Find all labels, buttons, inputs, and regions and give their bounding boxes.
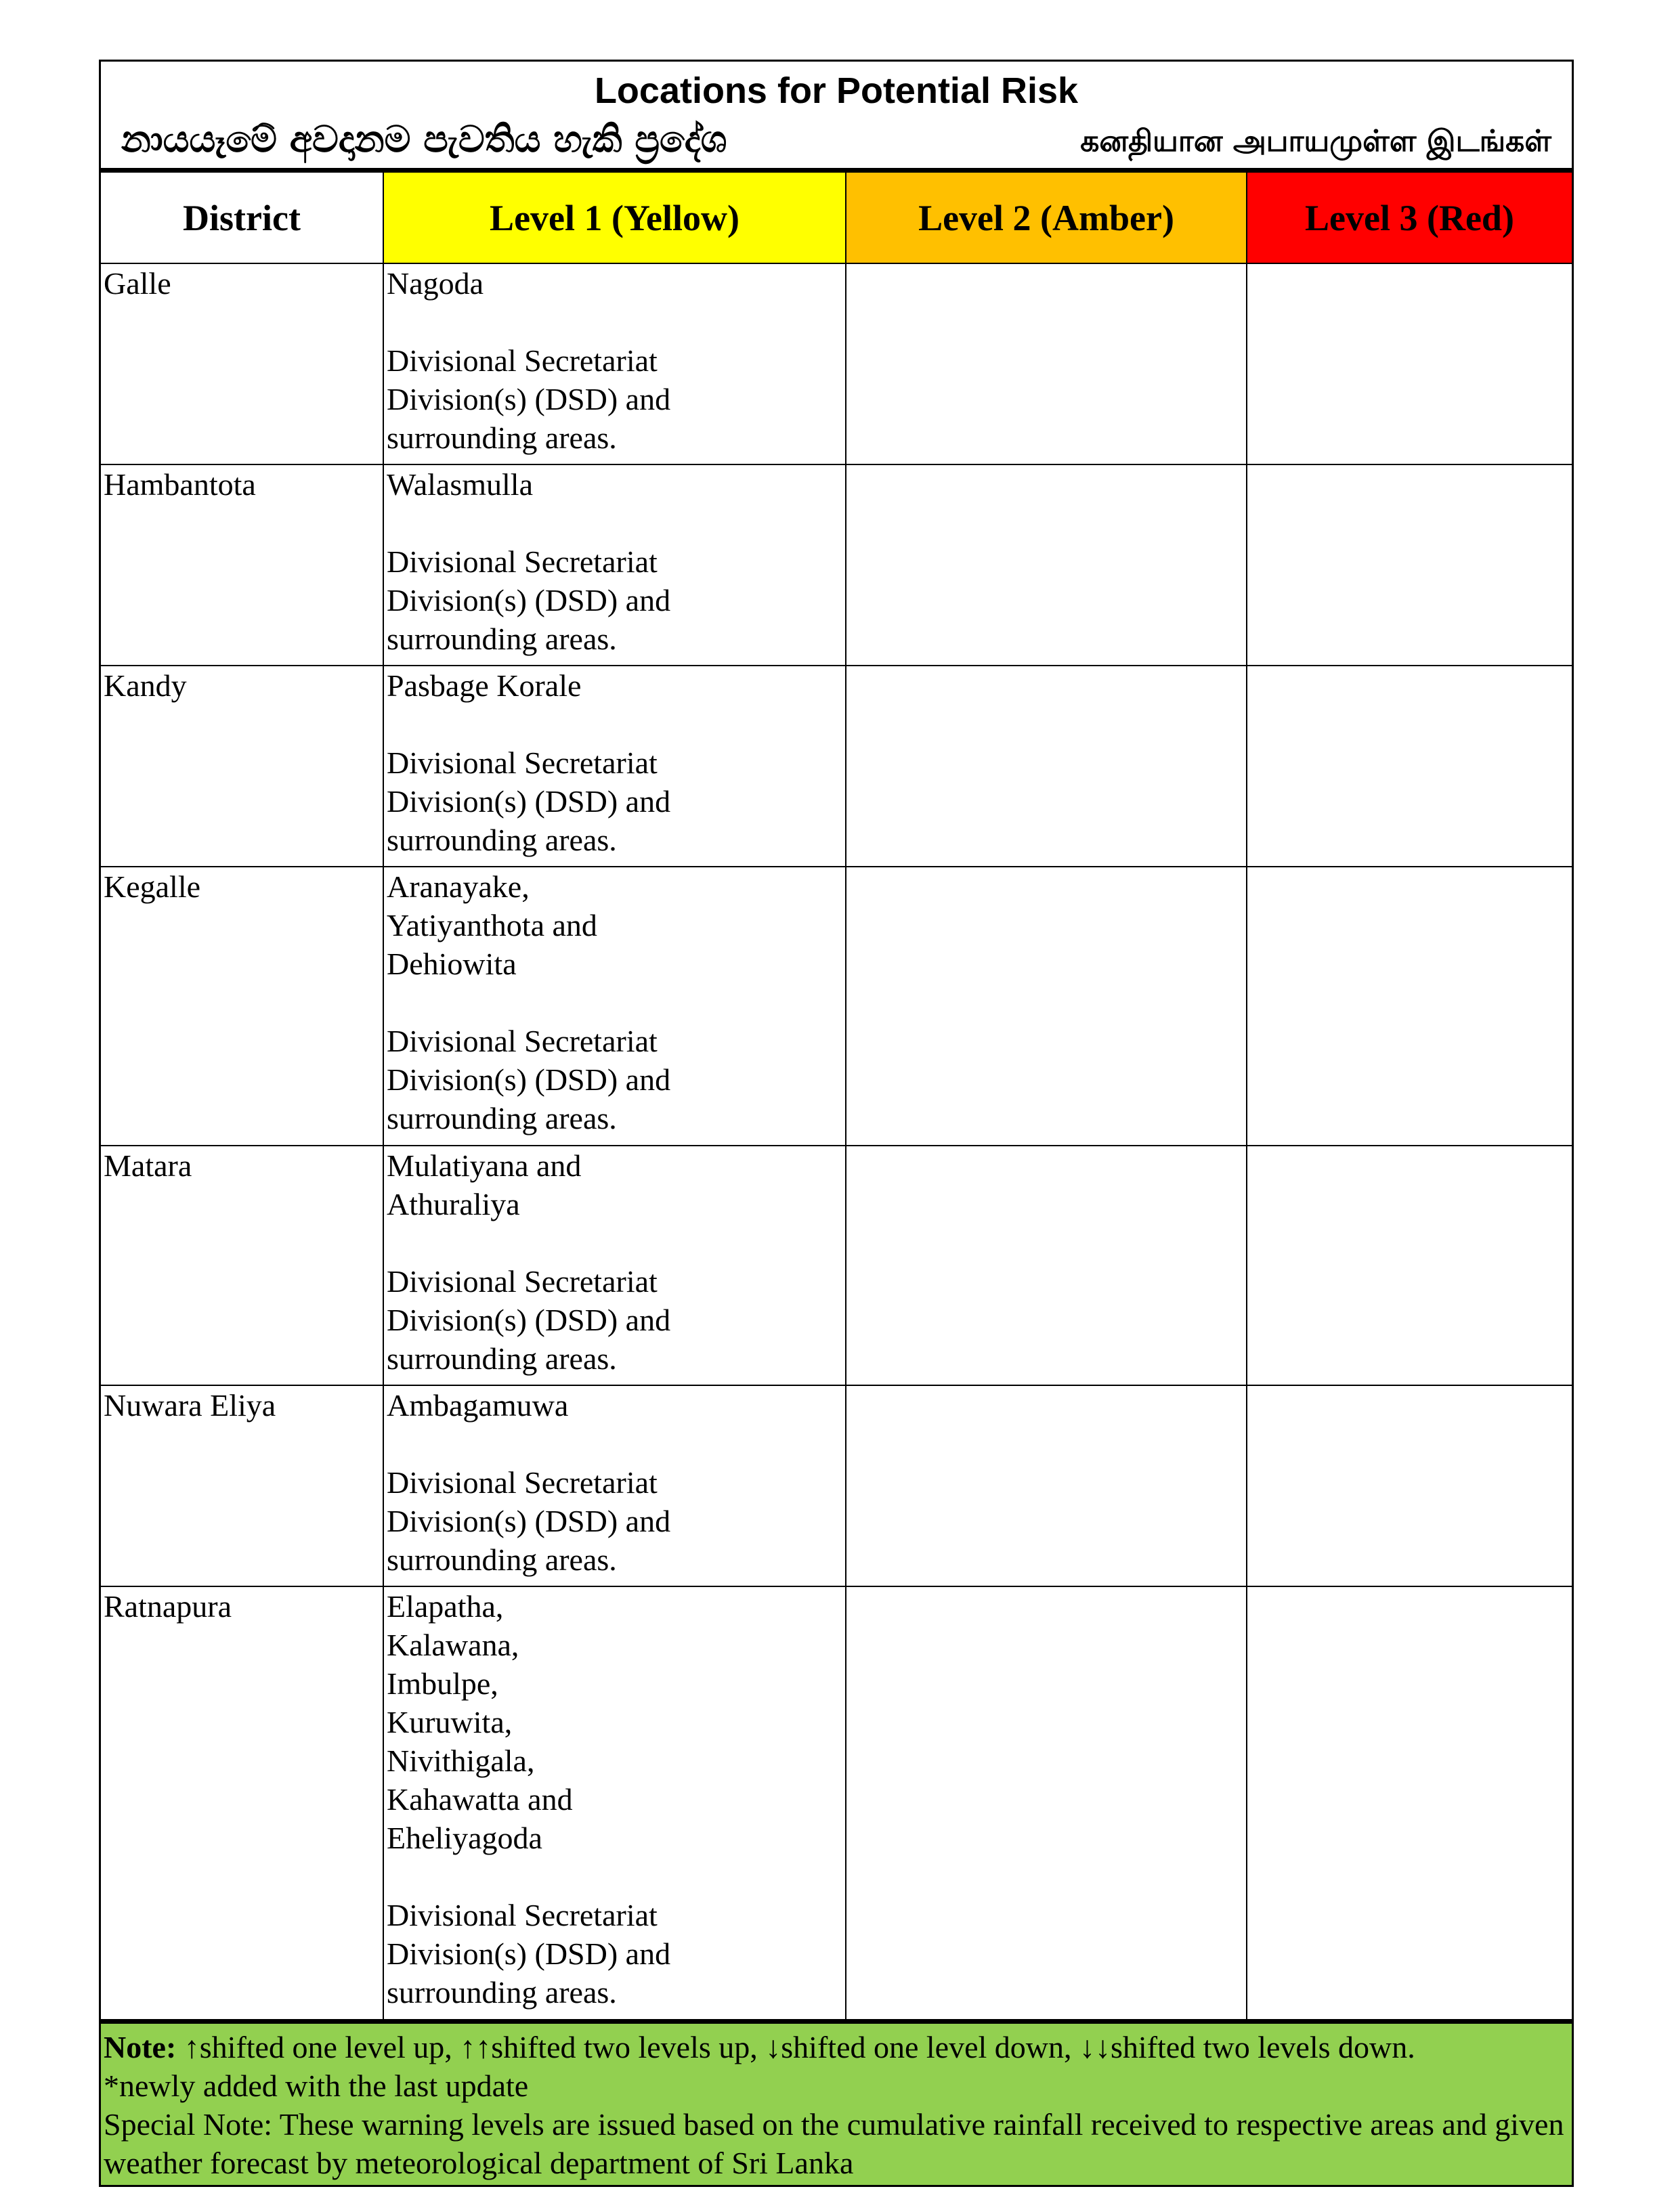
district-cell: Matara [101, 1146, 383, 1385]
title-sinhala: නායයෑමේ අවදානම පැවතිය හැකි ප්‍රදේශ [121, 118, 727, 160]
district-cell: Kegalle [101, 867, 383, 1146]
level-2-cell [846, 1586, 1247, 2020]
level-2-cell [846, 1146, 1247, 1385]
level-2-cell [846, 464, 1247, 666]
level-2-cell [846, 263, 1247, 464]
level-3-cell [1247, 1586, 1572, 2020]
special-note: Special Note: These warning levels are issued based on the cumulative rainfall received to respective areas and given weather forecast by meteorological department of Sri Lanka [104, 2107, 1564, 2180]
table-row [101, 867, 1572, 1146]
district-cell: Hambantota [101, 464, 383, 666]
title-block [101, 62, 1572, 171]
level-3-cell [1247, 1385, 1572, 1586]
table-row [101, 1385, 1572, 1586]
table-row [101, 1586, 1572, 2020]
header-level-1: Level 1 (Yellow) [383, 172, 846, 263]
note-box [101, 2020, 1572, 2185]
level-3-cell [1247, 464, 1572, 666]
table-row [101, 666, 1572, 867]
note-arrows-legend: ↑shifted one level up, ↑↑shifted two levels up, ↓shifted one level down, ↓↓shifted two levels down. [176, 2030, 1415, 2064]
level-1-cell: Pasbage Korale Divisional Secretariat Division(s) (DSD) and surrounding areas. [383, 666, 846, 867]
risk-locations-sheet [99, 60, 1574, 2187]
note-label: Note: [104, 2030, 177, 2064]
header-level-3: Level 3 (Red) [1247, 172, 1572, 263]
header-district: District [101, 172, 383, 263]
header-level-2: Level 2 (Amber) [846, 172, 1247, 263]
table-row [101, 263, 1572, 464]
note-line-2: *newly added with the last update [104, 2068, 529, 2103]
district-cell: Nuwara Eliya [101, 1385, 383, 1586]
district-cell: Ratnapura [101, 1586, 383, 2020]
level-1-cell: Ambagamuwa Divisional Secretariat Division(s) (DSD) and surrounding areas. [383, 1385, 846, 1586]
level-1-cell: Walasmulla Divisional Secretariat Division(s) (DSD) and surrounding areas. [383, 464, 846, 666]
level-2-cell [846, 867, 1247, 1146]
level-3-cell [1247, 263, 1572, 464]
title-english: Locations for Potential Risk [594, 70, 1079, 111]
header-row [101, 172, 1572, 263]
table-row [101, 464, 1572, 666]
district-cell: Galle [101, 263, 383, 464]
level-3-cell [1247, 867, 1572, 1146]
level-1-cell: Aranayake, Yatiyanthota and Dehiowita Divisional Secretariat Division(s) (DSD) and surrounding areas. [383, 867, 846, 1146]
level-2-cell [846, 666, 1247, 867]
level-2-cell [846, 1385, 1247, 1586]
level-1-cell: Mulatiyana and Athuraliya Divisional Secretariat Division(s) (DSD) and surrounding areas. [383, 1146, 846, 1385]
note-line-1 [104, 2028, 1569, 2066]
level-1-cell: Elapatha, Kalawana, Imbulpe, Kuruwita, Nivithigala, Kahawatta and Eheliyagoda Divisional Secretariat Division(s) (DSD) and surrounding areas. [383, 1586, 846, 2020]
level-3-cell [1247, 1146, 1572, 1385]
level-3-cell [1247, 666, 1572, 867]
title-tamil: கனதியான அபாயமுள்ள இடங்கள் [1080, 124, 1551, 158]
risk-table [101, 171, 1572, 2020]
level-1-cell: Nagoda Divisional Secretariat Division(s) (DSD) and surrounding areas. [383, 263, 846, 464]
district-cell: Kandy [101, 666, 383, 867]
table-row [101, 1146, 1572, 1385]
